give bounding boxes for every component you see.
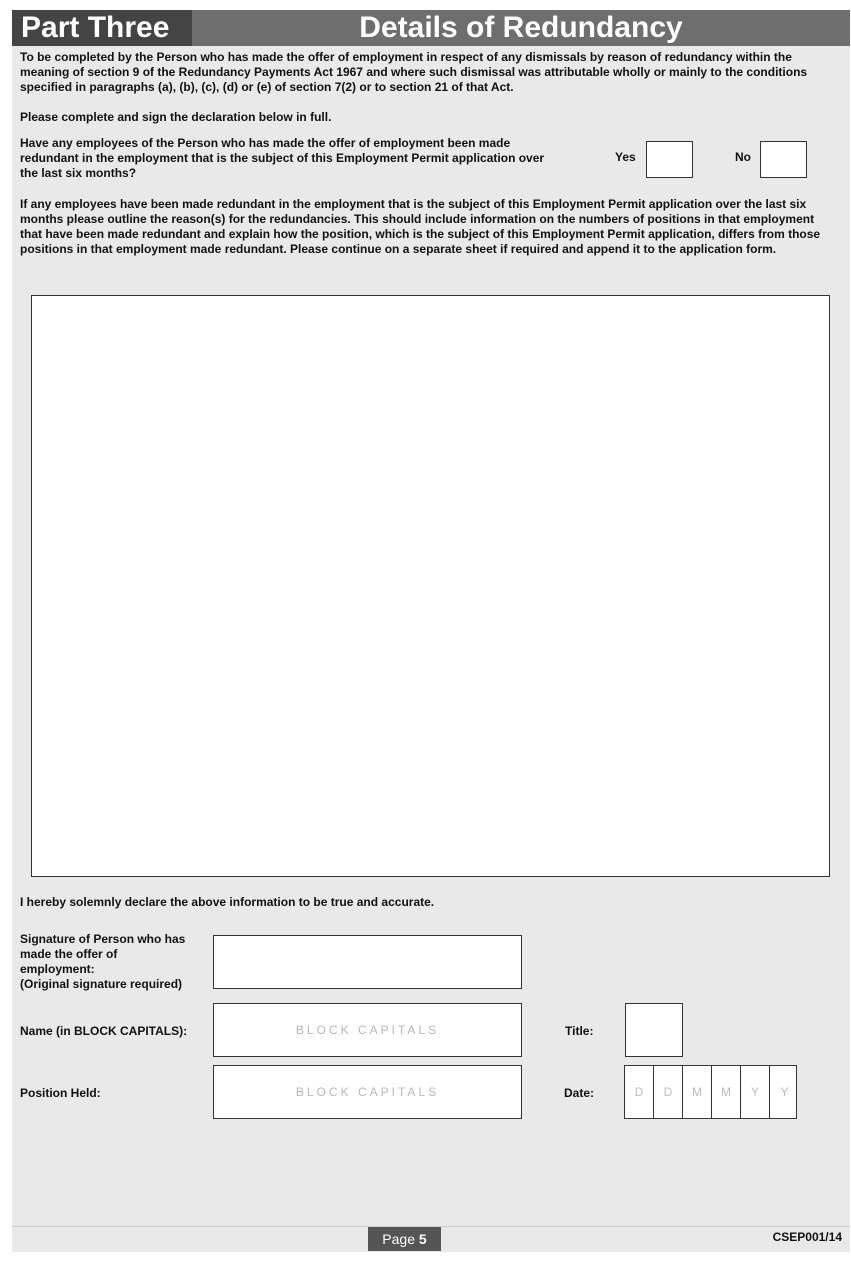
signature-label-line-3: employment:	[20, 962, 95, 976]
part-heading: Part Three	[12, 10, 192, 46]
signature-label-line-1: Signature of Person who has	[20, 932, 186, 946]
page-number-badge	[368, 1227, 441, 1251]
date-field[interactable]	[624, 1065, 797, 1119]
date-cell-day-2[interactable]: D	[654, 1066, 683, 1118]
date-cell-month-2[interactable]: M	[712, 1066, 741, 1118]
name-placeholder: BLOCK CAPITALS	[295, 1023, 440, 1037]
redundancy-details-textarea[interactable]	[31, 295, 830, 877]
date-cell-year-2[interactable]: Y	[780, 1085, 789, 1099]
yes-label: Yes	[615, 150, 636, 164]
section-title: Details of Redundancy	[192, 10, 850, 46]
date-label: Date:	[564, 1086, 595, 1100]
form-code: CSEP001/14	[772, 1230, 842, 1244]
no-checkbox[interactable]	[760, 141, 807, 178]
name-field[interactable]	[213, 1003, 522, 1057]
position-placeholder: BLOCK CAPITALS	[295, 1085, 440, 1099]
redundancy-explanation-instructions: If any employees have been made redundant in the employment that is the subject of this Employment Permit application over the last six months please outline the reason(s) for the redundancies. This should include information on the numbers of positions in that employment that have been made redundant and explain how the position, which is the subject of this Employment Permit application, differs from those positions in that employment made redundant. Please continue on a separate sheet if required and append it to the application form.	[20, 197, 821, 256]
instruction-text: Please complete and sign the declaration below in full.	[20, 110, 332, 124]
signature-label-line-2: made the offer of	[20, 947, 118, 961]
signature-label	[20, 932, 210, 992]
position-field[interactable]	[213, 1065, 522, 1119]
name-label: Name (in BLOCK CAPITALS):	[20, 1024, 188, 1038]
redundancy-question: Have any employees of the Person who has made the offer of employment been made redundant in the employment that is the subject of this Employment Permit application over the last six months?	[20, 136, 545, 180]
title-label: Title:	[565, 1024, 594, 1038]
signature-label-line-4: (Original signature required)	[20, 977, 183, 991]
declaration-text: I hereby solemnly declare the above information to be true and accurate.	[20, 895, 435, 909]
no-label: No	[735, 150, 751, 164]
date-cell-year-1[interactable]: Y	[741, 1066, 770, 1118]
date-cell-day-1[interactable]: D	[625, 1066, 654, 1118]
position-label: Position Held:	[20, 1086, 101, 1100]
intro-paragraph: To be completed by the Person who has made the offer of employment in respect of any dismissals by reason of redundancy within the meaning of section 9 of the Redundancy Payments Act 1967 and where such dismissal was attributable wholly or mainly to the conditions specified in paragraphs (a), (b), (c), (d) or (e) of section 7(2) or to section 21 of that Act.	[20, 50, 808, 94]
signature-field[interactable]	[213, 935, 522, 989]
yes-checkbox[interactable]	[646, 141, 693, 178]
title-field[interactable]	[625, 1003, 683, 1057]
page-number: 5	[418, 1231, 427, 1247]
page-word: Page	[382, 1231, 415, 1247]
date-cell-month-1[interactable]: M	[683, 1066, 712, 1118]
